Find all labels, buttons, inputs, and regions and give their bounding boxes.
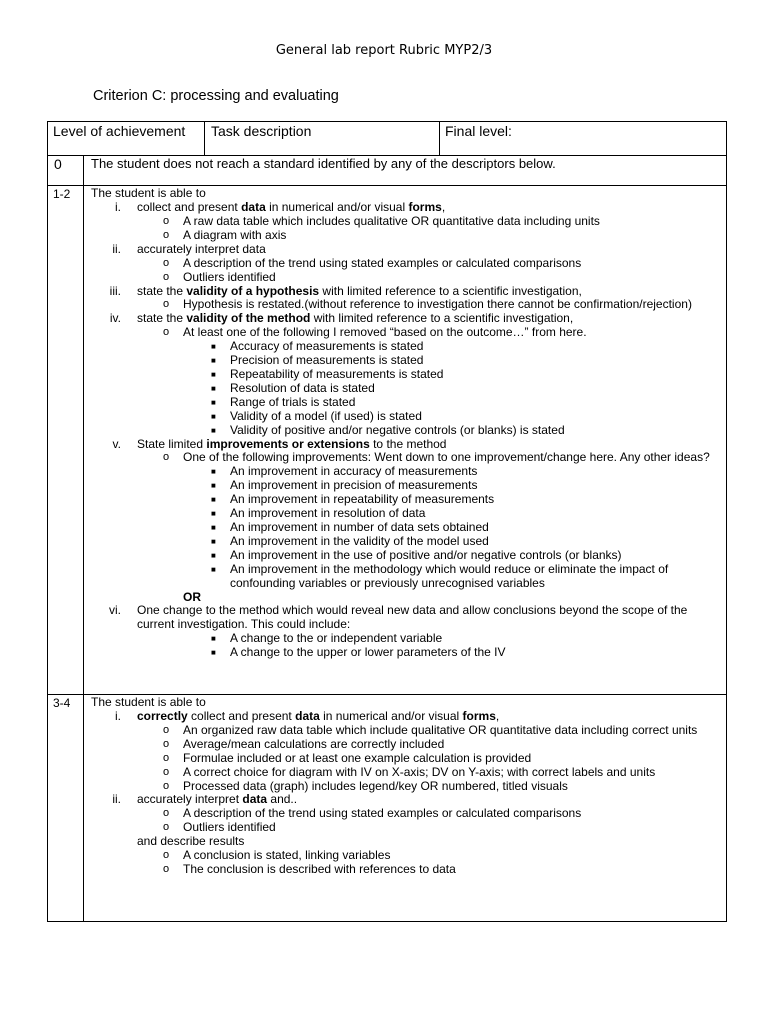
text-run: , xyxy=(441,200,446,215)
text-run: Validity of positive and/or negative controls (or blanks) is stated xyxy=(230,422,565,437)
circle-bullet-icon: o xyxy=(163,849,170,862)
text-run: Outliers identified xyxy=(183,269,276,284)
level-1-2-label: 1-2 xyxy=(48,186,84,695)
circle-bullet-icon: o xyxy=(163,215,170,228)
bold-text: forms xyxy=(462,709,496,724)
square-bullet-icon: ■ xyxy=(211,342,216,352)
sub-item xyxy=(91,821,722,835)
bullet-item xyxy=(91,465,722,479)
text-run: and describe results xyxy=(137,834,245,849)
bold-text: forms xyxy=(408,200,442,215)
header-level: Level of achievement xyxy=(48,122,205,156)
square-bullet-icon: ■ xyxy=(211,481,216,491)
level-3-4-row xyxy=(48,695,727,922)
circle-bullet-icon: o xyxy=(163,326,170,339)
square-bullet-icon: ■ xyxy=(211,370,216,380)
text-run: A correct choice for diagram with IV on X-axis; DV on Y-axis; with correct labels and units xyxy=(183,764,656,779)
bold-text: improvements or extensions xyxy=(206,436,370,451)
sub-item xyxy=(91,257,722,271)
bold-text: validity of the method xyxy=(186,311,311,326)
square-bullet-icon: ■ xyxy=(211,356,216,366)
square-bullet-icon: ■ xyxy=(211,495,216,505)
text-run: An improvement in the validity of the model used xyxy=(230,533,489,548)
criterion-heading: Criterion C: processing and evaluating xyxy=(93,88,339,104)
text-run: and.. xyxy=(267,792,298,807)
text-run: Processed data (graph) includes legend/key OR numbered, titled visuals xyxy=(183,778,568,793)
text-run: Hypothesis is restated.(without reference to investigation there cannot be confirmation/rejection) xyxy=(183,297,692,312)
text-run: accurately interpret xyxy=(137,792,243,807)
item-number: iii. xyxy=(109,283,121,298)
text-run: state the xyxy=(137,311,187,326)
text-run: One change to the method which would reveal new data and allow conclusions beyond the scope of the current investigation. This could include: xyxy=(137,603,688,632)
text-run: A description of the trend using stated examples or calculated comparisons xyxy=(183,255,582,270)
text-run: Formulae included or at least one example calculation is provided xyxy=(183,750,532,765)
text-run: Outliers identified xyxy=(183,820,276,835)
bullet-item xyxy=(91,493,722,507)
bullet-item xyxy=(91,535,722,549)
text-run: in numerical and/or visual xyxy=(319,709,463,724)
text-run: An improvement in repeatability of measurements xyxy=(230,492,495,507)
text-run: state the xyxy=(137,283,187,298)
text-run: collect and present xyxy=(137,200,242,215)
text-run: Validity of a model (if used) is stated xyxy=(230,408,422,423)
square-bullet-icon: ■ xyxy=(211,550,216,560)
square-bullet-icon: ■ xyxy=(211,467,216,477)
bullet-item xyxy=(91,646,722,660)
level-3-4-description xyxy=(84,695,727,922)
sub-item xyxy=(91,752,722,766)
item-number: i. xyxy=(115,200,121,215)
square-bullet-icon: ■ xyxy=(211,425,216,435)
descriptor-item xyxy=(91,201,722,215)
item-number: v. xyxy=(112,436,121,451)
bold-text: OR xyxy=(183,589,201,604)
sub-item xyxy=(91,229,722,243)
text-run: An improvement in number of data sets obtained xyxy=(230,519,489,534)
circle-bullet-icon: o xyxy=(163,298,170,311)
bold-text: validity of a hypothesis xyxy=(186,283,320,298)
bold-text: data xyxy=(241,200,266,215)
sub-item xyxy=(91,863,722,877)
text-run: A description of the trend using stated examples or calculated comparisons xyxy=(183,806,582,821)
level-1-2-description xyxy=(84,186,727,695)
sub-item xyxy=(91,849,722,863)
text-run: Accuracy of measurements is stated xyxy=(230,339,424,354)
circle-bullet-icon: o xyxy=(163,779,170,792)
descriptor-item xyxy=(91,285,722,299)
bold-text: data xyxy=(242,792,268,807)
sub-item xyxy=(91,271,722,285)
intro-line: The student is able to xyxy=(91,186,206,201)
bullet-item xyxy=(91,521,722,535)
bullet-item xyxy=(91,563,722,591)
sub-item xyxy=(91,298,722,312)
circle-bullet-icon: o xyxy=(163,451,170,464)
rubric-table xyxy=(47,121,727,922)
header-row xyxy=(48,122,727,156)
item-number: i. xyxy=(115,709,121,724)
bold-text: correctly xyxy=(137,709,188,724)
circle-bullet-icon: o xyxy=(163,821,170,834)
level-0-row xyxy=(48,156,727,186)
item-number: ii. xyxy=(112,792,121,807)
text-run: A conclusion is stated, linking variables xyxy=(183,848,391,863)
square-bullet-icon: ■ xyxy=(211,522,216,532)
text-run: At least one of the following I removed “based on the outcome…” from here. xyxy=(183,325,587,340)
text-run: with limited reference to a scientific investigation, xyxy=(319,283,582,298)
sub-item xyxy=(91,215,722,229)
text-run: A change to the upper or lower parameters of the IV xyxy=(230,645,506,660)
text-run: A raw data table which includes qualitative OR quantitative data including units xyxy=(183,214,600,229)
level-0-label: 0 xyxy=(48,156,84,186)
sub-item xyxy=(91,724,722,738)
item-number: iv. xyxy=(109,311,121,326)
item-number: vi. xyxy=(109,603,121,618)
header-task: Task description xyxy=(205,122,440,156)
square-bullet-icon: ■ xyxy=(211,397,216,407)
text-run: A change to the or independent variable xyxy=(230,631,443,646)
bullet-item xyxy=(91,424,722,438)
circle-bullet-icon: o xyxy=(163,863,170,876)
sub-item xyxy=(91,738,722,752)
item-number: ii. xyxy=(112,241,121,256)
descriptor-item xyxy=(91,243,722,257)
header-final: Final level: xyxy=(440,122,727,156)
square-bullet-icon: ■ xyxy=(211,383,216,393)
circle-bullet-icon: o xyxy=(163,270,170,283)
circle-bullet-icon: o xyxy=(163,737,170,750)
bullet-item xyxy=(91,396,722,410)
descriptor-item xyxy=(91,710,722,724)
descriptor-item xyxy=(91,793,722,807)
sub-item xyxy=(91,326,722,340)
text-run: One of the following improvements: Went down to one improvement/change here. Any other ideas? xyxy=(183,450,710,465)
circle-bullet-icon: o xyxy=(163,256,170,269)
text-run: An organized raw data table which include qualitative OR quantitative data including correct units xyxy=(183,722,698,737)
descriptor-item xyxy=(91,438,722,452)
sub-item xyxy=(91,807,722,821)
text-run: An improvement in precision of measurements xyxy=(230,478,478,493)
or-separator xyxy=(91,591,722,605)
bullet-item xyxy=(91,368,722,382)
bold-text: data xyxy=(295,709,320,724)
text-run: collect and present xyxy=(187,709,296,724)
document-title: General lab report Rubric MYP2/3 xyxy=(275,43,493,58)
bullet-item xyxy=(91,354,722,368)
text-run: Resolution of data is stated xyxy=(230,380,375,395)
square-bullet-icon: ■ xyxy=(211,648,216,658)
text-run: with limited reference to a scientific investigation, xyxy=(310,311,574,326)
square-bullet-icon: ■ xyxy=(211,509,216,519)
bullet-item xyxy=(91,340,722,354)
text-run: A diagram with axis xyxy=(183,227,287,242)
square-bullet-icon: ■ xyxy=(211,634,216,644)
bullet-item xyxy=(91,410,722,424)
text-run: The conclusion is described with references to data xyxy=(183,862,456,877)
text-run: in numerical and/or visual xyxy=(265,200,409,215)
level-1-2-row xyxy=(48,186,727,695)
text-run: An improvement in the methodology which would reduce or eliminate the impact of confounding variables or previously unrecognised variables xyxy=(230,561,669,590)
circle-bullet-icon: o xyxy=(163,751,170,764)
level-0-description: The student does not reach a standard identified by any of the descriptors below. xyxy=(84,156,727,186)
sub-item xyxy=(91,451,722,465)
bullet-item xyxy=(91,479,722,493)
square-bullet-icon: ■ xyxy=(211,564,216,574)
text-run: State limited xyxy=(137,436,207,451)
intro-line: The student is able to xyxy=(91,695,206,710)
text-run: Average/mean calculations are correctly included xyxy=(183,736,445,751)
descriptor-item xyxy=(91,604,722,632)
descriptor-item xyxy=(91,312,722,326)
text-run: An improvement in accuracy of measurements xyxy=(230,464,478,479)
square-bullet-icon: ■ xyxy=(211,536,216,546)
circle-bullet-icon: o xyxy=(163,228,170,241)
text-run: Repeatability of measurements is stated xyxy=(230,367,444,382)
bullet-item xyxy=(91,507,722,521)
text-run: Precision of measurements is stated xyxy=(230,353,424,368)
text-run: , xyxy=(495,709,500,724)
text-run: to the method xyxy=(369,436,447,451)
sub-item xyxy=(91,766,722,780)
circle-bullet-icon: o xyxy=(163,723,170,736)
square-bullet-icon: ■ xyxy=(211,411,216,421)
text-run: An improvement in the use of positive and/or negative controls (or blanks) xyxy=(230,547,622,562)
text-run: An improvement in resolution of data xyxy=(230,506,426,521)
sub-item xyxy=(91,780,722,794)
text-run: Range of trials is stated xyxy=(230,394,356,409)
continuation-line xyxy=(91,835,722,849)
circle-bullet-icon: o xyxy=(163,807,170,820)
text-run: accurately interpret data xyxy=(137,241,266,256)
level-3-4-label: 3-4 xyxy=(48,695,84,922)
bullet-item xyxy=(91,632,722,646)
circle-bullet-icon: o xyxy=(163,765,170,778)
bullet-item xyxy=(91,382,722,396)
bullet-item xyxy=(91,549,722,563)
